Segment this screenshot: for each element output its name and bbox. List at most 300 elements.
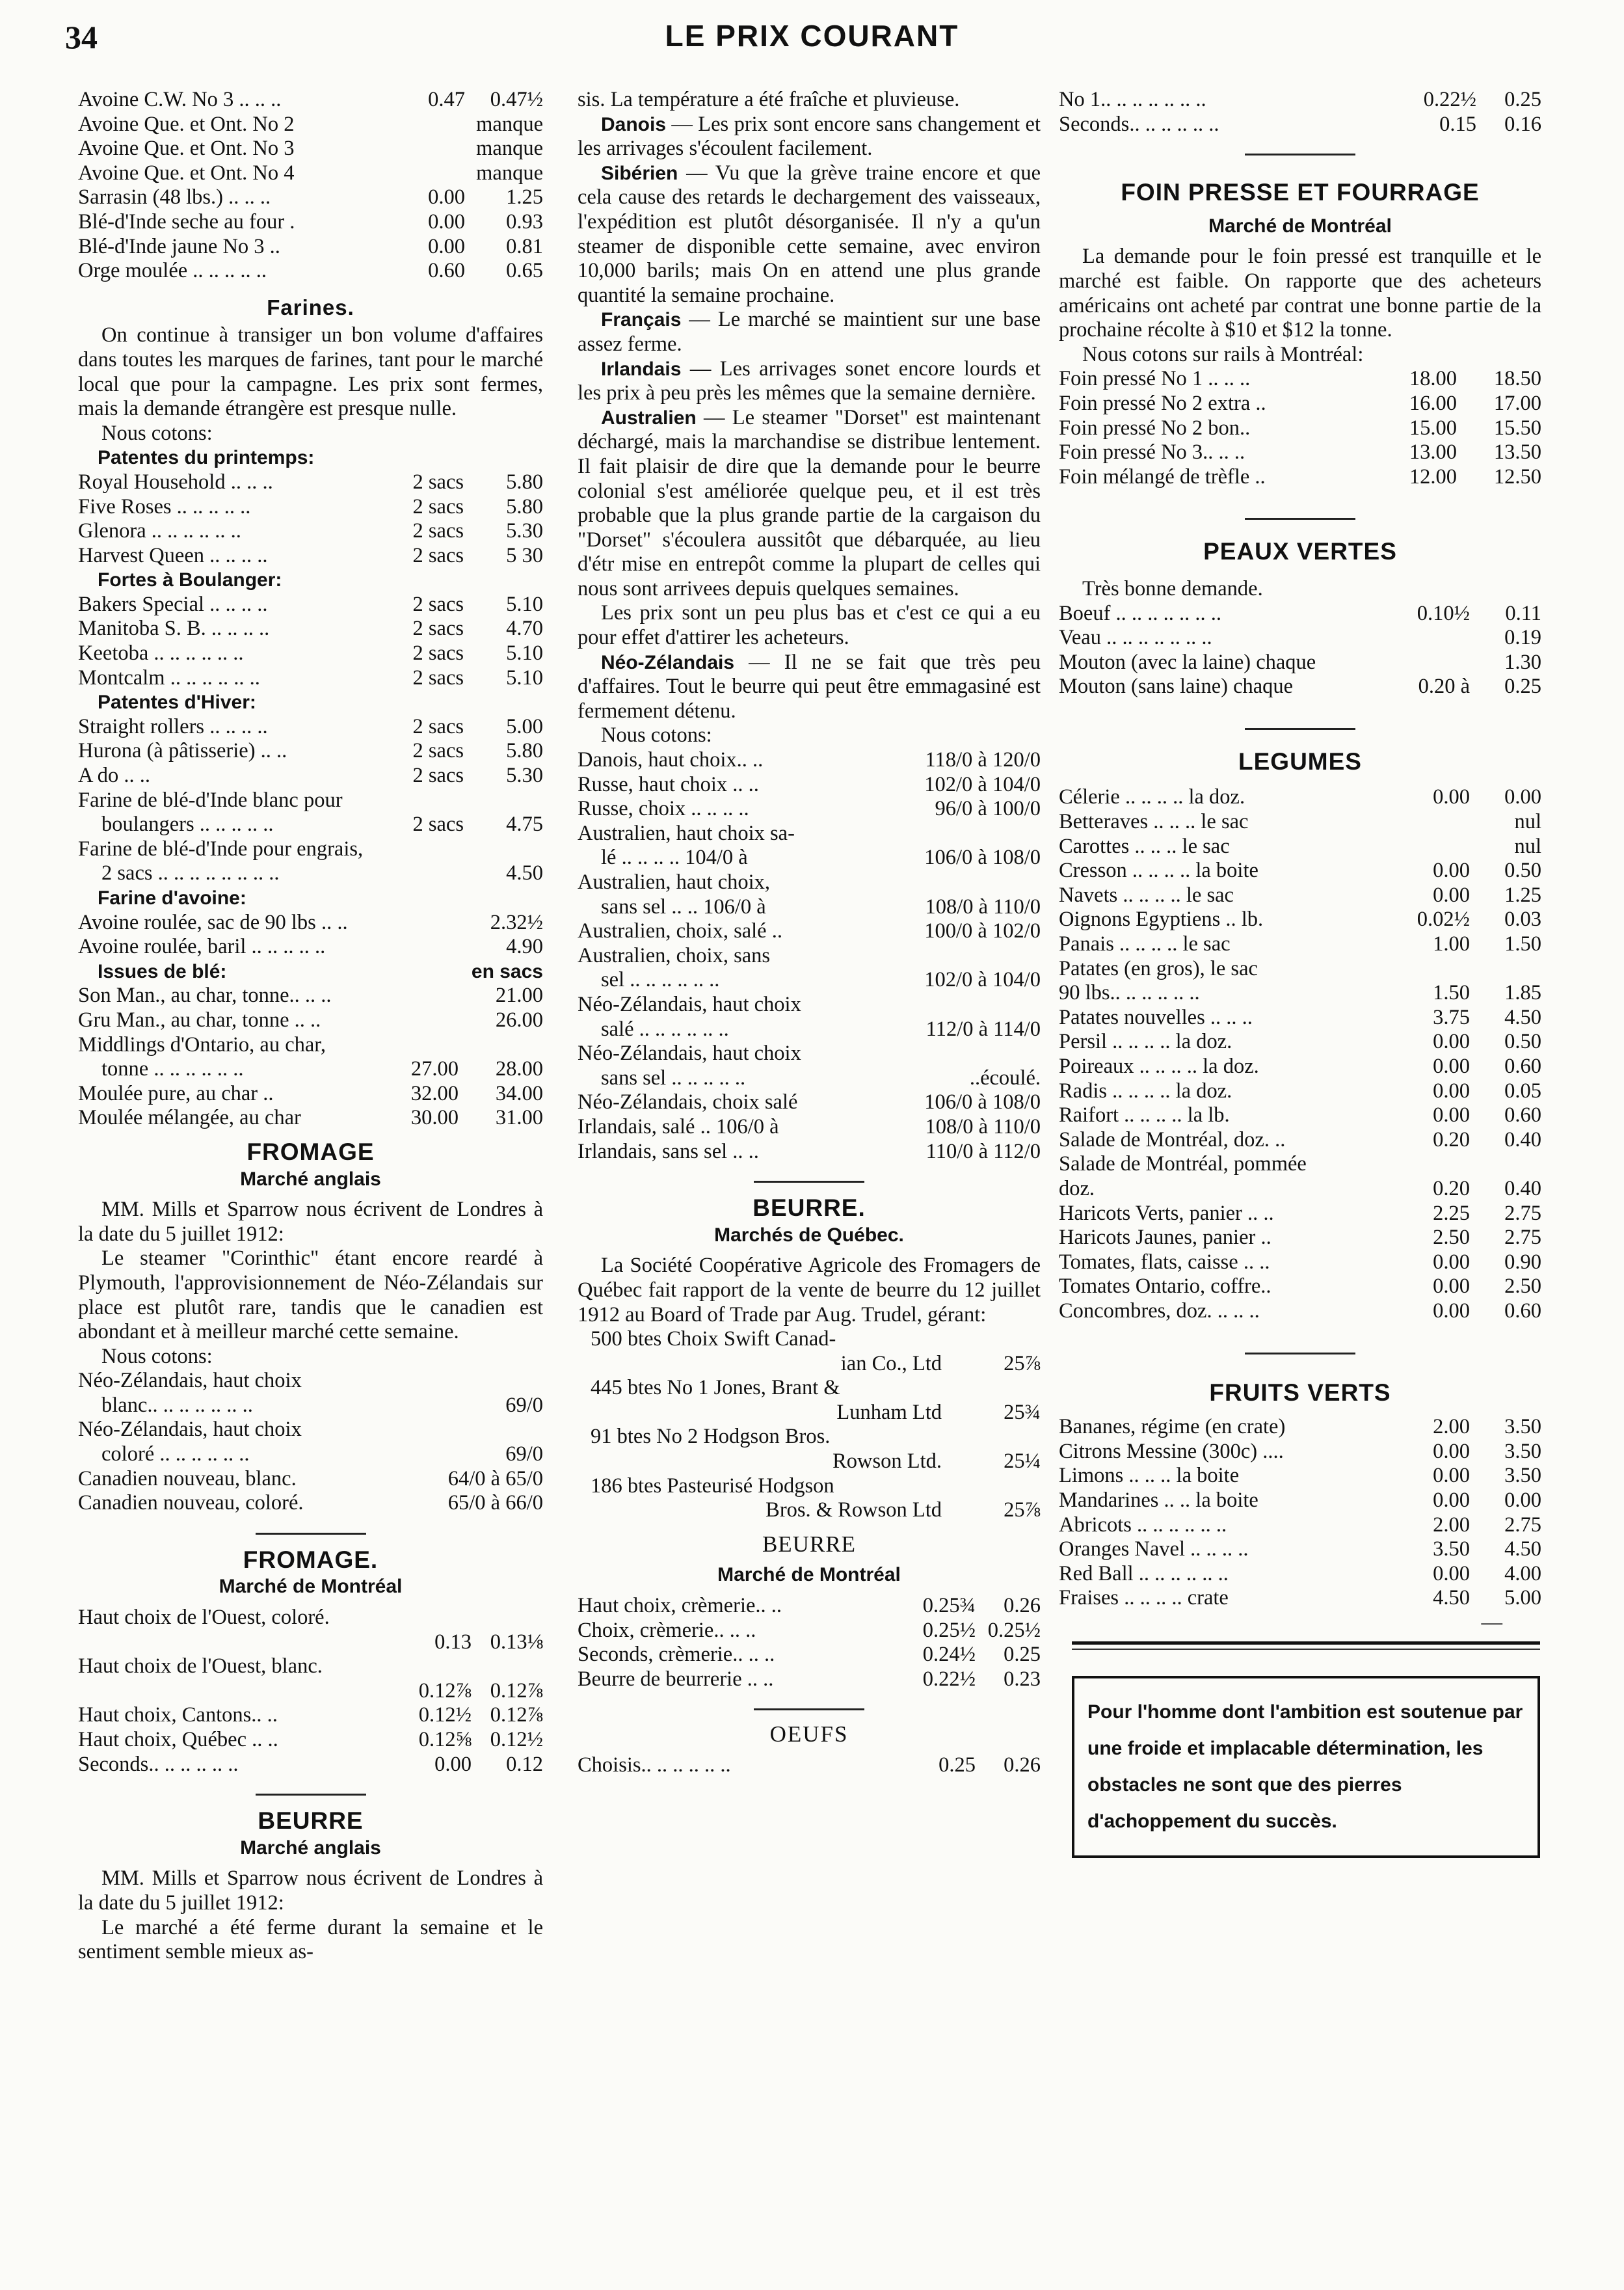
row-label: sel .. .. .. .. .. ..: [601, 968, 720, 992]
row-label: Avoine C.W. No 3 .. .. ..: [78, 88, 282, 111]
avoine-heading: Farine d'avoine:: [98, 887, 246, 909]
row-value-2: 0.60: [1504, 1299, 1541, 1323]
row-price: 21.00: [495, 984, 543, 1008]
price-row: [78, 235, 543, 260]
row-unit: 2 sacs: [412, 813, 464, 837]
row-value-2: 0.00: [1504, 785, 1541, 809]
beurre-cotes-list: [578, 748, 1041, 1164]
row-unit: 2 sacs: [412, 764, 464, 788]
row-value-2: 0.03: [1504, 908, 1541, 932]
beurre-montreal-heading: BEURRE: [762, 1531, 857, 1557]
row-label: Citrons Messine (300c) ....: [1059, 1439, 1284, 1463]
fromage-anglais-subheading: Marché anglais: [240, 1168, 381, 1190]
quote-text: Pour l'homme dont l'ambition est soutenue par une froide et implacable détermination, les obstacles ne sont que des pierres d'achoppement du succès.: [1087, 1701, 1523, 1833]
row-value-2: manque: [476, 161, 543, 185]
market-paragraph: [578, 406, 1041, 602]
row-value-2: 13.50: [1493, 440, 1541, 465]
row-value-1: 0.00: [1433, 1561, 1470, 1585]
row-label: sans sel .. .. 106/0 à: [601, 895, 766, 919]
row-price: 5.80: [506, 739, 543, 763]
continued-text: sis. La température a été fraîche et pluvieuse.: [578, 88, 960, 111]
row-value-1: 0.00: [1433, 859, 1470, 883]
price-row: [1059, 1103, 1541, 1128]
row-value-1: 3.50: [1433, 1537, 1470, 1561]
text-line: Australien, haut choix,: [578, 870, 771, 894]
row-label: Persil .. .. .. .. la doz.: [1059, 1030, 1232, 1054]
row-label: Harvest Queen .. .. .. ..: [78, 543, 268, 567]
column-3: [1059, 88, 1541, 1858]
fromage-montreal-heading: FROMAGE.: [243, 1546, 379, 1573]
price-row: [578, 1594, 1041, 1619]
row-value-1: 0.25: [938, 1753, 976, 1777]
row-value-2: 0.25: [1504, 675, 1541, 699]
row-unit: 2 sacs: [412, 470, 464, 494]
row-value-2: 0.00: [1504, 1488, 1541, 1512]
price-row: [578, 1115, 1041, 1140]
row-unit: 2 sacs: [412, 739, 464, 763]
row-label: Lunham Ltd: [836, 1400, 942, 1424]
price-row: [578, 1667, 1041, 1692]
row-label: Raifort .. .. .. .. la lb.: [1059, 1103, 1230, 1127]
row-value-1: 0.15: [1439, 112, 1476, 136]
farines-heading: Farines.: [267, 295, 354, 319]
price-row: [578, 1401, 1041, 1425]
price-row: [1059, 1274, 1541, 1299]
printemps-heading: Patentes du printemps:: [98, 447, 315, 469]
price-row: [78, 1753, 543, 1777]
row-label: Haut choix, Québec .. ..: [78, 1728, 278, 1751]
row-label: Blé-d'Inde seche au four .: [78, 209, 295, 234]
price-row: [578, 968, 1041, 993]
row-value-2: 1.30: [1504, 650, 1541, 674]
row-price: 25¾: [1004, 1400, 1041, 1424]
price-row: [578, 895, 1041, 920]
beurre-anglais-subheading: Marché anglais: [240, 1837, 381, 1859]
row-label: Avoine roulée, baril .. .. .. .. ..: [78, 935, 326, 959]
price-row: [578, 846, 1041, 870]
beurre-quebec-heading: BEURRE.: [752, 1194, 866, 1222]
row-label: blanc.. .. .. .. .. .. ..: [101, 1393, 253, 1417]
row-value-1: 0.25¾: [922, 1594, 976, 1618]
row-label: Cresson .. .. .. .. la boite: [1059, 859, 1258, 883]
row-label: Navets .. .. .. .. le sac: [1059, 883, 1234, 907]
fromage-anglais-list: [78, 1369, 543, 1466]
divider: [754, 1181, 864, 1183]
row-value-2: nul: [1514, 834, 1541, 858]
price-row: [1059, 1299, 1541, 1324]
price-row: [1059, 465, 1541, 490]
price-row: [78, 519, 543, 544]
divider: [1245, 518, 1355, 520]
price-row: [1059, 908, 1541, 932]
paragraph-lead: Danois: [601, 113, 667, 135]
row-price: 108/0 à 110/0: [925, 1114, 1041, 1138]
row-label: Royal Household .. .. ..: [78, 470, 273, 494]
price-row: [78, 470, 543, 495]
row-value-1: 0.20 à: [1418, 675, 1470, 699]
market-paragraphs: [578, 113, 1041, 602]
price-row: [1059, 1415, 1541, 1440]
price-row: [78, 715, 543, 740]
row-value-2: 0.26: [1004, 1753, 1041, 1777]
row-value-1: 0.00: [1433, 1079, 1470, 1103]
row-value-1: 2.00: [1433, 1415, 1470, 1439]
price-row: [1059, 883, 1541, 908]
divider: [256, 1533, 366, 1535]
row-label: Seconds, crèmerie.. .. ..: [578, 1643, 775, 1667]
row-label: 90 lbs.. .. .. .. .. ..: [1059, 981, 1200, 1005]
row-value-1: 0.00: [1433, 1103, 1470, 1127]
row-price: 69/0: [505, 1393, 543, 1417]
hiver-heading: Patentes d'Hiver:: [98, 692, 256, 714]
row-value-1: 4.50: [1433, 1586, 1470, 1610]
row-value-2: 0.40: [1504, 1176, 1541, 1200]
price-row: [1059, 440, 1541, 465]
price-row: [1059, 1177, 1541, 1202]
price-row: [578, 748, 1041, 773]
row-value-1: 13.00: [1409, 440, 1457, 465]
market-paragraph: [578, 308, 1041, 357]
row-value-2: 34.00: [495, 1081, 543, 1105]
fromage-anglais-text-1: MM. Mills et Sparrow nous écrivent de Londres à la date du 5 juillet 1912:: [78, 1198, 543, 1246]
row-value-1: 0.02½: [1417, 908, 1470, 932]
price-row: [78, 911, 543, 936]
row-label: Sarrasin (48 lbs.) .. .. ..: [78, 185, 271, 209]
row-unit: 2 sacs: [412, 494, 464, 519]
row-price: 5.00: [506, 714, 543, 738]
row-label: Choisis.. .. .. .. .. ..: [578, 1753, 731, 1777]
issues-heading: Issues de blé:: [98, 960, 227, 982]
oeufs-continued-list: [1059, 88, 1541, 137]
issues-unit: en sacs: [471, 960, 543, 982]
row-value-2: 0.12⅞: [490, 1703, 543, 1727]
fromage-montreal-row-2: [78, 1679, 543, 1704]
paragraph-lead: Australien: [601, 407, 697, 429]
price-row: [78, 210, 543, 235]
row-value-1: 0.24½: [922, 1643, 976, 1667]
row-label: Salade de Montréal, doz. ..: [1059, 1127, 1286, 1152]
price-row: [78, 1442, 543, 1467]
row-unit: 2 sacs: [412, 714, 464, 738]
fruits-heading: FRUITS VERTS: [1209, 1379, 1391, 1406]
row-label: Danois, haut choix.. ..: [578, 748, 764, 772]
beurre-anglais-text-1: MM. Mills et Sparrow nous écrivent de Londres à la date du 5 juillet 1912:: [78, 1866, 543, 1915]
row-value-2: 1.25: [506, 185, 543, 209]
row-value-2: 0.47½: [490, 88, 543, 111]
row-label: Veau .. .. .. .. .. .. ..: [1059, 626, 1212, 650]
text-line: Néo-Zélandais, haut choix: [578, 992, 801, 1016]
row-label: A do .. ..: [78, 764, 151, 788]
row-value-2: 0.60: [1504, 1055, 1541, 1078]
boulanger-list: [78, 593, 543, 690]
salade-line: Salade de Montréal, pommée: [1059, 1152, 1307, 1176]
row-label: tonne .. .. .. .. .. ..: [101, 1057, 244, 1081]
paragraph-lead: Français: [601, 309, 682, 331]
price-row: [1059, 785, 1541, 810]
row-label: Foin pressé No 3.. .. ..: [1059, 440, 1245, 465]
price-row: [78, 495, 543, 520]
row-value-2: 3.50: [1504, 1439, 1541, 1463]
quote-box: [1072, 1676, 1540, 1858]
beurre-quebec-text: La Société Coopérative Agricole des Fromagers de Québec fait rapport de la vente de beurre du 12 juillet 1912 au Board of Trade par Aug. Trudel, gérant:: [578, 1254, 1041, 1327]
row-value-1: 0.47: [428, 88, 465, 111]
price-row: [78, 1057, 543, 1082]
row-label: Limons .. .. .. la boite: [1059, 1464, 1240, 1488]
row-label: Son Man., au char, tonne.. .. ..: [78, 984, 332, 1008]
fromage-canadien-list: [78, 1467, 543, 1516]
row-value-1: 0.20: [1433, 1176, 1470, 1200]
row-label: Mouton (sans laine) chaque: [1059, 675, 1294, 699]
paragraph-body: — Il ne se fait que très peu d'affaires. Tout le beurre qui peut être emmagasiné est fermement détenu.: [578, 650, 1041, 723]
price-row: [78, 1467, 543, 1492]
row-value-2: 28.00: [495, 1057, 543, 1081]
price-row: [578, 1352, 1041, 1377]
row-value-1: 0.00: [1433, 1055, 1470, 1078]
row-price: 96/0 à 100/0: [935, 797, 1041, 821]
row-label: Poireaux .. .. .. .. la doz.: [1059, 1055, 1259, 1078]
row-label: ian Co., Ltd: [840, 1351, 942, 1375]
row-value-2: 0.26: [1004, 1594, 1041, 1618]
row-label: Blé-d'Inde jaune No 3 ..: [78, 234, 280, 258]
issues-list-b: [78, 1057, 543, 1131]
price-row: [1059, 810, 1541, 835]
row-price: 64/0 à 65/0: [447, 1466, 543, 1490]
neo-zelandais-text: [578, 651, 1041, 724]
row-unit: 2 sacs: [412, 641, 464, 666]
price-row: [578, 1449, 1041, 1474]
row-label: Foin mélangé de trèfle ..: [1059, 465, 1266, 489]
row-price: 102/0 à 104/0: [924, 968, 1041, 992]
price-row: [1059, 675, 1541, 699]
price-row: [578, 1643, 1041, 1667]
row-price: 112/0 à 114/0: [925, 1017, 1041, 1041]
divider: [1245, 154, 1355, 155]
price-row: [578, 797, 1041, 822]
row-value-1: 1.50: [1433, 981, 1470, 1005]
row-price: 5.80: [506, 494, 543, 519]
price-row: [1059, 1562, 1541, 1587]
row-label: Avoine Que. et Ont. No 3: [78, 137, 295, 161]
beurre-montreal-list: [578, 1594, 1041, 1691]
row-label: Concombres, doz. .. .. ..: [1059, 1299, 1260, 1323]
fromage-montreal-subheading: Marché de Montréal: [219, 1576, 403, 1598]
issues-list-a: [78, 984, 543, 1032]
row-price: 5.10: [506, 641, 543, 666]
row-label: Foin pressé No 1 .. .. ..: [1059, 367, 1251, 391]
row-label: Oranges Navel .. .. .. ..: [1059, 1537, 1249, 1561]
row-value-2: 4.50: [1504, 1005, 1541, 1029]
row-label: Tomates, flats, caisse .. ..: [1059, 1250, 1270, 1274]
paragraph-lead: Néo-Zélandais: [601, 651, 735, 673]
beurre-quebec-list: [578, 1327, 1041, 1523]
row-value-1: 32.00: [410, 1081, 459, 1105]
row-value-2: 4.50: [1504, 1537, 1541, 1561]
beurre-montreal-subheading: Marché de Montréal: [717, 1564, 901, 1586]
text-line: 91 btes No 2 Hodgson Bros.: [591, 1425, 831, 1449]
legumes-list-2: [1059, 981, 1541, 1152]
text-line: Néo-Zélandais, haut choix: [578, 1042, 801, 1066]
price-row: [78, 666, 543, 691]
price-row: [1059, 367, 1541, 392]
row-label: Carottes .. .. .. le sac: [1059, 834, 1230, 858]
row-label: Keetoba .. .. .. .. .. ..: [78, 641, 244, 666]
price-row: [1059, 1006, 1541, 1030]
row-label: lé .. .. .. .. 104/0 à: [601, 846, 748, 870]
row-price: 69/0: [505, 1442, 543, 1466]
price-row: [1059, 981, 1541, 1006]
price-row: [1059, 1079, 1541, 1104]
row-value-1: 0.00: [428, 185, 465, 209]
row-label: Patates nouvelles .. .. ..: [1059, 1005, 1253, 1029]
row-price: 5.10: [506, 666, 543, 690]
row-unit: 2 sacs: [412, 592, 464, 616]
ble-inde-row-1: [78, 813, 543, 837]
price-row: [78, 641, 543, 666]
row-value-1: 0.00: [1433, 1030, 1470, 1054]
price-row: [1059, 1202, 1541, 1226]
row-label: 2 sacs .. .. .. .. .. .. .. ..: [101, 861, 280, 885]
row-price: 5.80: [506, 470, 543, 494]
row-value-2: 31.00: [495, 1106, 543, 1130]
row-unit: 2 sacs: [412, 617, 464, 641]
price-row: [1059, 1250, 1541, 1275]
row-value-2: 0.60: [1504, 1103, 1541, 1127]
row-value-2: 0.13⅛: [490, 1630, 543, 1654]
price-row: [1059, 88, 1541, 113]
price-row: [78, 137, 543, 161]
price-row: [78, 161, 543, 186]
row-price: 4.90: [506, 935, 543, 959]
paragraph-body: — Les arrivages sonet encore lourds et les prix à peu près les mêmes que la semaine dernière.: [578, 357, 1041, 405]
row-price: 25¼: [1004, 1449, 1041, 1474]
foin-list: [1059, 367, 1541, 489]
price-row: [78, 544, 543, 569]
row-value-2: 0.40: [1504, 1127, 1541, 1152]
price-row: [78, 739, 543, 764]
price-row: [78, 88, 543, 113]
row-value-2: nul: [1514, 810, 1541, 834]
row-value-2: 1.50: [1504, 932, 1541, 956]
nous-cotons-label: Nous cotons:: [101, 421, 213, 445]
row-label: Rowson Ltd.: [832, 1449, 942, 1474]
row-value-1: 0.12⅝: [418, 1728, 472, 1751]
row-value-2: 2.50: [1504, 1274, 1541, 1299]
row-price: 25⅞: [1004, 1351, 1041, 1375]
price-row: [578, 919, 1041, 944]
row-value-2: 0.12⅞: [490, 1678, 543, 1703]
price-row: [78, 935, 543, 960]
price-row: [1059, 1464, 1541, 1488]
row-value-2: 0.19: [1504, 626, 1541, 650]
price-row: [1059, 626, 1541, 651]
row-unit: 2 sacs: [412, 543, 464, 567]
price-row: [1059, 1537, 1541, 1562]
peaux-list: [1059, 602, 1541, 699]
beurre-quebec-subheading: Marchés de Québec.: [714, 1224, 904, 1246]
foin-heading: FOIN PRESSE ET FOURRAGE: [1121, 179, 1480, 206]
row-value-2: 0.93: [506, 209, 543, 234]
row-label: Glenora .. .. .. .. .. ..: [78, 519, 241, 543]
price-row: [78, 1491, 543, 1516]
row-label: Montcalm .. .. .. .. .. ..: [78, 666, 260, 690]
row-price: 4.70: [506, 617, 543, 641]
row-value-1: 12.00: [1409, 465, 1457, 489]
row-value-1: 0.00: [1433, 1250, 1470, 1274]
row-price: 5 30: [506, 543, 543, 567]
row-price: 106/0 à 108/0: [924, 846, 1041, 870]
middlings-line: Middlings d'Ontario, au char,: [78, 1032, 326, 1057]
nous-cotons-label: Nous cotons:: [601, 723, 712, 748]
row-label: Seconds.. .. .. .. .. ..: [1059, 112, 1219, 136]
row-label: Orge moulée .. .. .. .. ..: [78, 259, 267, 283]
row-label: Moulée pure, au char ..: [78, 1081, 274, 1105]
row-value-1: 0.00: [428, 209, 465, 234]
price-row: [78, 113, 543, 137]
price-row: [78, 984, 543, 1008]
row-value-2: 0.25: [1004, 1643, 1041, 1667]
row-value-2: 2.75: [1504, 1201, 1541, 1225]
price-row: [578, 1017, 1041, 1042]
row-label: doz.: [1059, 1176, 1095, 1200]
price-row: [78, 617, 543, 641]
divider: [1245, 1353, 1355, 1354]
ble-inde-line-1: Farine de blé-d'Inde blanc pour: [78, 788, 343, 812]
fruits-list: [1059, 1415, 1541, 1611]
row-label: Choix, crèmerie.. .. ..: [578, 1618, 756, 1642]
row-value-1: 1.00: [1433, 932, 1470, 956]
row-value-1: 0.10½: [1417, 601, 1470, 625]
row-value-1: 0.00: [428, 234, 465, 258]
row-label: Néo-Zélandais, choix salé: [578, 1090, 798, 1114]
legumes-heading: LEGUMES: [1238, 748, 1362, 775]
row-label: Manitoba S. B. .. .. .. ..: [78, 617, 270, 641]
price-row: [578, 1066, 1041, 1091]
row-label: Mouton (avec la laine) chaque: [1059, 650, 1316, 674]
foin-text: La demande pour le foin pressé est tranquille et le marché est faible. On rapporte que des acheteurs américains ont acheté par contrat une bonne partie de la prochaine récolte à $10 et $12 la tonne.: [1059, 245, 1541, 342]
row-value-2: 0.50: [1504, 859, 1541, 883]
row-value-1: 2.50: [1433, 1226, 1470, 1250]
fromage-anglais-text-2: Le steamer "Corinthic" étant encore reardé à Plymouth, l'approvisionnement de Néo-Zélandais sur place est plutôt rare, tandis que le canadien est abondant et à meilleur marché cette semaine.: [78, 1246, 543, 1344]
price-row: [578, 1498, 1041, 1523]
legumes-list-3: [1059, 1177, 1541, 1324]
row-value-1: 30.00: [410, 1106, 459, 1130]
row-value-1: 27.00: [410, 1057, 459, 1081]
row-unit: 2 sacs: [412, 666, 464, 690]
foin-subheading: Marché de Montréal: [1208, 215, 1392, 237]
price-row: [1059, 1488, 1541, 1513]
text-line: Néo-Zélandais, haut choix: [78, 1418, 302, 1442]
price-row: [1059, 416, 1541, 441]
fromage-anglais-cotons: Nous cotons:: [101, 1344, 213, 1368]
row-unit: 2 sacs: [412, 519, 464, 543]
price-row: [1059, 1440, 1541, 1464]
row-price: 25⅞: [1004, 1498, 1041, 1522]
price-row: [578, 1140, 1041, 1165]
row-label: Oignons Egyptiens .. lb.: [1059, 908, 1264, 932]
price-row: [78, 1728, 543, 1753]
row-value-2: 0.12: [506, 1752, 543, 1776]
row-label: Betteraves .. .. .. le sac: [1059, 810, 1249, 834]
row-price: 5.10: [506, 592, 543, 616]
row-value-2: 2.75: [1504, 1513, 1541, 1537]
fromage-anglais-heading: FROMAGE: [246, 1138, 375, 1165]
row-label: Bananes, régime (en crate): [1059, 1415, 1286, 1439]
dash-mark: —: [1481, 1610, 1502, 1634]
page-number: 34: [65, 19, 98, 55]
boulanger-heading: Fortes à Boulanger:: [98, 569, 282, 591]
grain-price-list: [78, 88, 543, 284]
row-value-1: 18.00: [1409, 367, 1457, 391]
